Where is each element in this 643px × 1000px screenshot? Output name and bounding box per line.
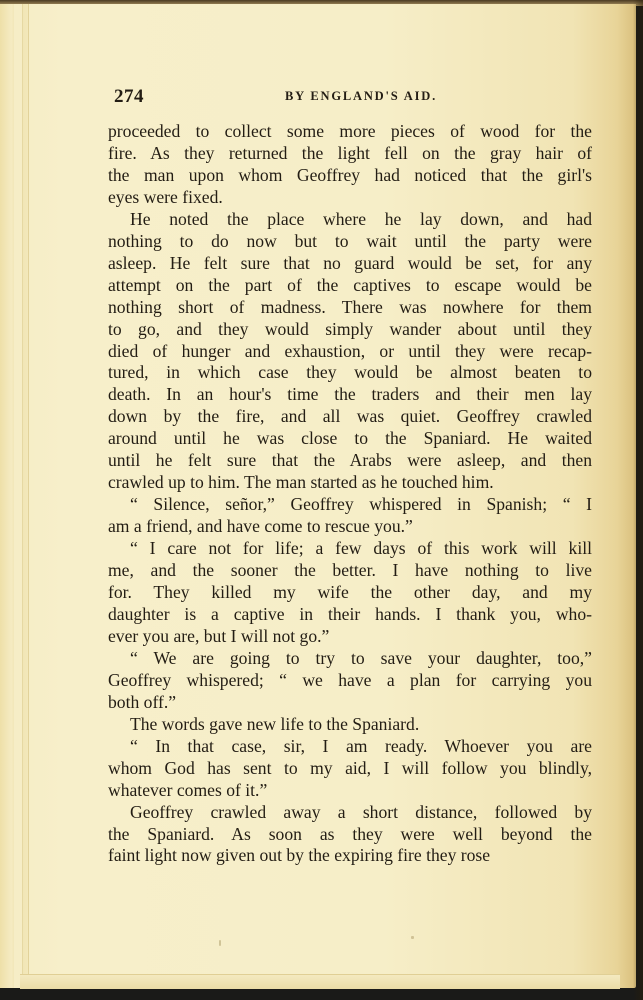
text-line: crawled up to him. The man started as he touched him. bbox=[108, 472, 494, 493]
running-title: BY ENGLAND'S AID. bbox=[284, 89, 438, 103]
text-line: nothing to do now but to wait until the party were bbox=[108, 230, 592, 251]
text-line: “ I care not for life; a few days of this work will kill bbox=[130, 538, 592, 559]
text-line: “ We are going to try to save your daughter, too,” bbox=[130, 647, 592, 668]
text-line: attempt on the part of the captives to escape would be bbox=[108, 274, 592, 295]
text-line: the Spaniard. As soon as they were well beyond the bbox=[108, 823, 592, 844]
text-line: nothing short of madness. There was nowhere for them bbox=[108, 296, 592, 317]
paragraph bbox=[108, 209, 592, 494]
text-line: to go, and they would simply wander about until they bbox=[108, 318, 592, 339]
paragraph bbox=[108, 802, 592, 868]
text-line: died of hunger and exhaustion, or until they were recap- bbox=[108, 340, 592, 361]
paragraph bbox=[108, 538, 592, 648]
text-line: whom God has sent to my aid, I will follow you blindly, bbox=[108, 757, 592, 778]
text-line: eyes were fixed. bbox=[108, 186, 223, 207]
paragraph bbox=[108, 121, 592, 209]
text-line: down by the fire, and all was quiet. Geoffrey crawled bbox=[108, 406, 592, 427]
text-line: am a friend, and have come to rescue you.” bbox=[108, 516, 413, 537]
text-line: ever you are, but I will not go.” bbox=[108, 625, 330, 646]
text-line: whatever comes of it.” bbox=[108, 779, 268, 800]
text-line: proceeded to collect some more pieces of wood for the bbox=[108, 121, 592, 141]
book-bottom-edge bbox=[20, 974, 620, 989]
text-line: around until he was close to the Spaniard. He waited bbox=[108, 428, 592, 449]
body-text bbox=[108, 121, 592, 867]
text-line: “ Silence, señor,” Geoffrey whispered in Spanish; “ I bbox=[130, 494, 592, 515]
text-line: asleep. He felt sure that no guard would be set, for any bbox=[108, 252, 592, 273]
text-line: Geoffrey whispered; “ we have a plan for carrying you bbox=[108, 669, 592, 690]
paragraph bbox=[108, 714, 592, 736]
paragraph bbox=[108, 648, 592, 714]
page-right-shadow bbox=[633, 0, 643, 1000]
text-line: the man upon whom Geoffrey had noticed that the girl's bbox=[108, 164, 592, 185]
text-line: both off.” bbox=[108, 691, 177, 712]
text-line: fire. As they returned the light fell on the gray hair of bbox=[108, 142, 592, 163]
page-stack-left-inner bbox=[14, 4, 23, 988]
text-line: The words gave new life to the Spaniard. bbox=[130, 713, 420, 734]
text-line: me, and the sooner the better. I have nothing to live bbox=[108, 560, 592, 581]
text-line: death. In an hour's time the traders and their men lay bbox=[108, 384, 592, 405]
page-header bbox=[110, 86, 592, 110]
text-line: “ In that case, sir, I am ready. Whoever you are bbox=[130, 735, 592, 756]
paper-speck bbox=[411, 936, 414, 939]
text-line: for. They killed my wife the other day, and my bbox=[108, 582, 592, 603]
text-line: Geoffrey crawled away a short distance, followed by bbox=[130, 801, 592, 822]
paragraph bbox=[108, 736, 592, 802]
paper-speck bbox=[219, 940, 221, 946]
text-line: until he felt sure that the Arabs were asleep, and then bbox=[108, 450, 592, 471]
text-line: tured, in which case they would be almost beaten to bbox=[108, 362, 592, 383]
page-number: 274 bbox=[114, 86, 144, 107]
text-line: faint light now given out by the expiring fire they rose bbox=[108, 845, 491, 866]
text-line: He noted the place where he lay down, and had bbox=[130, 208, 592, 229]
paragraph bbox=[108, 494, 592, 538]
text-line: daughter is a captive in their hands. I thank you, who- bbox=[108, 603, 592, 624]
